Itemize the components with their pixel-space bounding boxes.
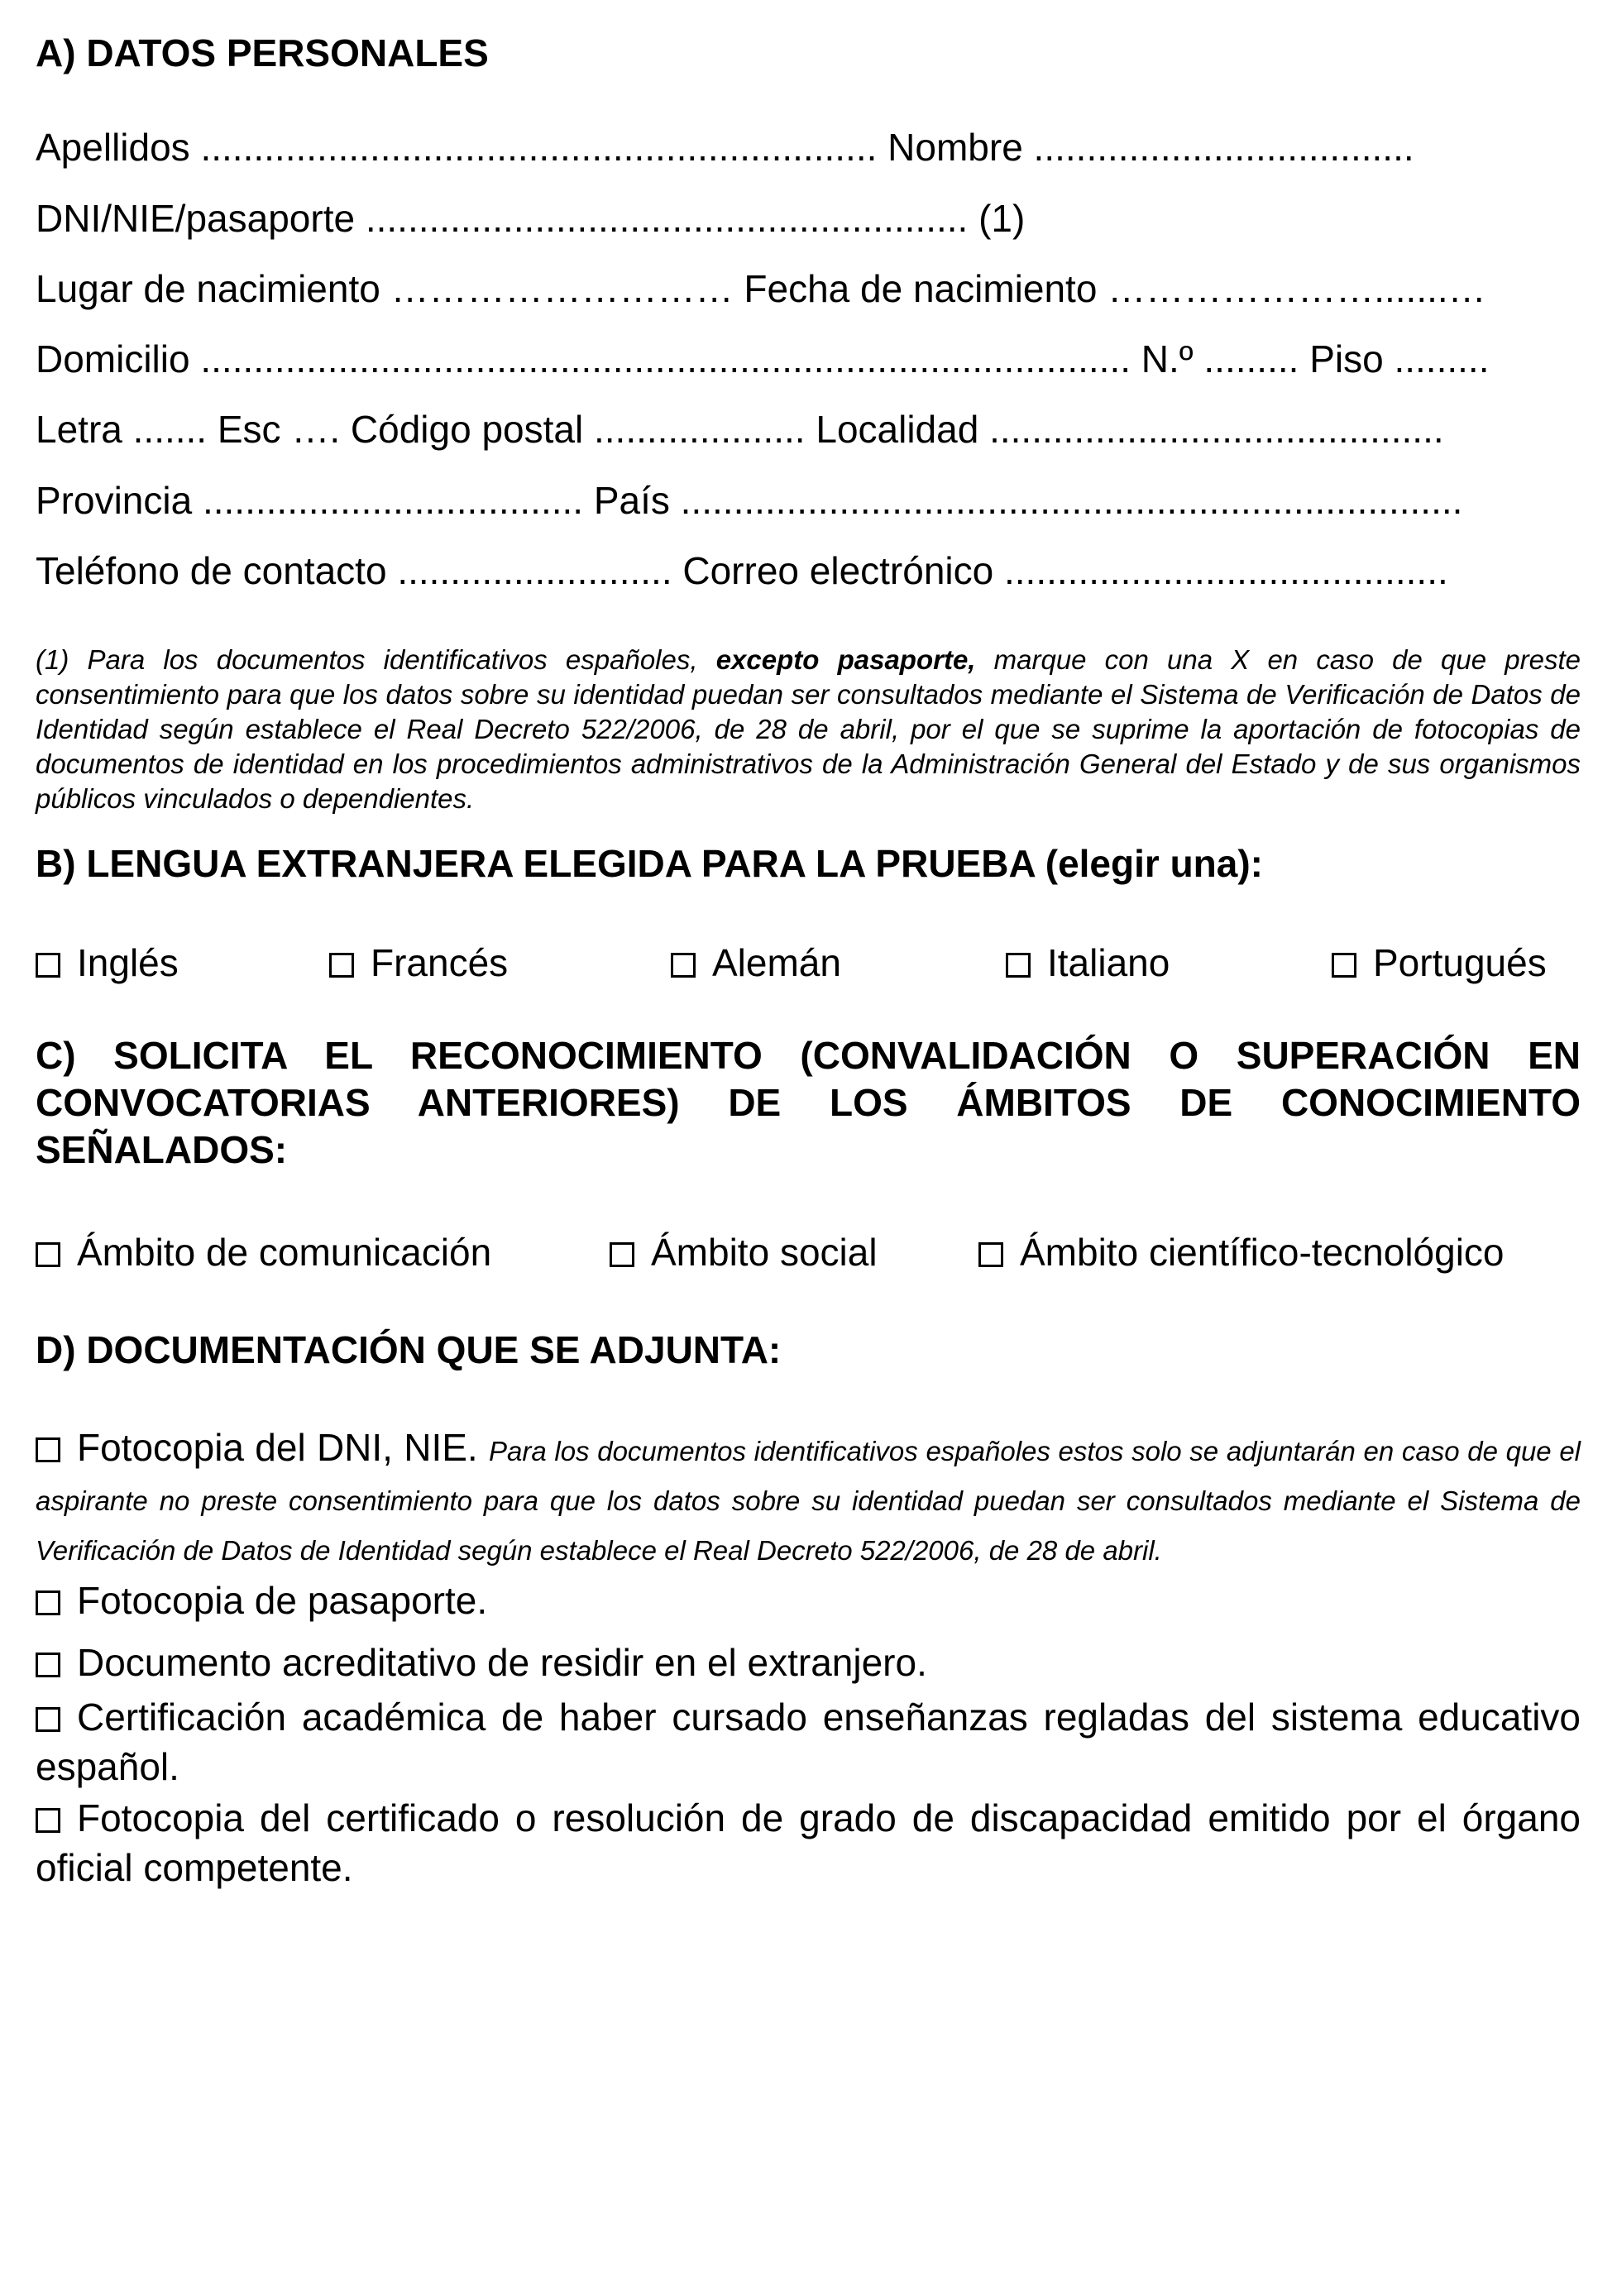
- option-label: Ámbito de comunicación: [77, 1231, 492, 1274]
- field-letra-cp-localidad[interactable]: [36, 404, 1581, 454]
- checkbox[interactable]: [1332, 953, 1356, 978]
- option-portugues[interactable]: [1332, 938, 1547, 988]
- doc-label: Fotocopia del DNI, NIE.: [77, 1426, 478, 1469]
- checkbox[interactable]: [36, 953, 60, 978]
- section-d-title: D) DOCUMENTACIÓN QUE SE ADJUNTA:: [36, 1328, 782, 1371]
- option-label: Italiano: [1047, 941, 1170, 984]
- field-telefono-correo[interactable]: [36, 546, 1581, 596]
- doc-pasaporte[interactable]: [36, 1576, 1581, 1625]
- checkbox[interactable]: [36, 1707, 60, 1732]
- checkbox[interactable]: [36, 1590, 60, 1615]
- field-line-text: Domicilio ........................................................................................ N.º ......... Piso .........: [36, 337, 1490, 380]
- checkbox[interactable]: [36, 1653, 60, 1677]
- option-label: Inglés: [77, 941, 179, 984]
- option-ingles[interactable]: [36, 938, 179, 988]
- option-italiano[interactable]: [1006, 938, 1170, 988]
- doc-label: Fotocopia de pasaporte.: [77, 1579, 488, 1622]
- checkbox[interactable]: [671, 953, 696, 978]
- checkbox[interactable]: [36, 1242, 60, 1267]
- checkbox[interactable]: [36, 1437, 60, 1462]
- section-c-title: C) SOLICITA EL RECONOCIMIENTO (CONVALIDACIÓN O SUPERACIÓN EN CONVOCATORIAS ANTERIORES) DE LOS ÁMBITOS DE CONOCIMIENTO SEÑALADOS:: [36, 1034, 1581, 1171]
- checkbox[interactable]: [610, 1242, 634, 1267]
- section-a-title: A) DATOS PERSONALES: [36, 31, 489, 74]
- doc-dni-nie[interactable]: [36, 1423, 1581, 1571]
- field-line-text: Provincia .................................... País ..........................................................................: [36, 479, 1463, 522]
- option-label: Ámbito social: [651, 1231, 878, 1274]
- checkbox[interactable]: [36, 1808, 60, 1833]
- option-ambito-social[interactable]: [610, 1227, 878, 1277]
- section-b-title: B) LENGUA EXTRANJERA ELEGIDA PARA LA PRUEBA (elegir una):: [36, 842, 1263, 885]
- doc-certificacion-academica[interactable]: [36, 1692, 1581, 1791]
- field-dni[interactable]: [36, 194, 1581, 243]
- option-label: Francés: [371, 941, 509, 984]
- doc-residencia-extranjero[interactable]: [36, 1638, 1581, 1687]
- checkbox[interactable]: [978, 1242, 1003, 1267]
- field-domicilio[interactable]: [36, 334, 1581, 384]
- doc-label: Documento acreditativo de residir en el extranjero.: [77, 1641, 927, 1684]
- footnote-1: [36, 643, 1581, 816]
- option-ambito-cientifico[interactable]: [978, 1227, 1505, 1277]
- option-aleman[interactable]: [671, 938, 841, 988]
- footnote-text: marque con una X en caso de que preste consentimiento para que los datos sobre su identidad puedan ser consultados mediante el Sistema de Verificación de Datos de Identidad según establece el Real Decreto 522/2006, de 28 de abril, por el que se suprime la aportación de fotocopias de documentos de identidad en los procedimientos administrativos de la Administración General del Estado y de sus organismos públicos vinculados o dependientes.: [36, 644, 1581, 814]
- field-line-text: Apellidos ................................................................ Nombre ....................................: [36, 126, 1414, 169]
- field-line-text: Lugar de nacimiento ……………………… Fecha de nacimiento ………………….......…: [36, 267, 1486, 310]
- doc-label: Fotocopia del certificado o resolución de grado de discapacidad emitido por el órgano oficial competente.: [36, 1796, 1581, 1889]
- option-label: Ámbito científico-tecnológico: [1020, 1231, 1505, 1274]
- option-frances[interactable]: [329, 938, 508, 988]
- checkbox[interactable]: [329, 953, 354, 978]
- doc-discapacidad[interactable]: [36, 1793, 1581, 1892]
- option-label: Portugués: [1373, 941, 1547, 984]
- checkbox[interactable]: [1006, 953, 1031, 978]
- doc-label: Certificación académica de haber cursado enseñanzas regladas del sistema educativo español.: [36, 1696, 1581, 1788]
- field-apellidos-nombre[interactable]: [36, 122, 1581, 172]
- field-line-text: DNI/NIE/pasaporte ......................................................... (1): [36, 197, 1026, 240]
- footnote-bold: excepto pasaporte,: [715, 644, 976, 675]
- field-line-text: Letra ....... Esc …. Código postal .................... Localidad ...........................................: [36, 408, 1444, 451]
- option-label: Alemán: [712, 941, 841, 984]
- footnote-text: (1) Para los documentos identificativos españoles,: [36, 644, 716, 675]
- field-line-text: Teléfono de contacto .......................... Correo electrónico ..........................................: [36, 549, 1448, 592]
- field-provincia-pais[interactable]: [36, 476, 1581, 525]
- option-ambito-comunicacion[interactable]: [36, 1227, 491, 1277]
- field-lugar-fecha-nacimiento[interactable]: [36, 264, 1581, 313]
- doc-note: Para los documentos identificativos españoles estos solo se adjuntarán en caso de que el aspirante no preste consentimiento para que los datos sobre su identidad puedan ser consultados mediante el Sistema de Verificación de Datos de Identidad según establece el Real Decreto 522/2006, de 28 de abril.: [36, 1436, 1581, 1566]
